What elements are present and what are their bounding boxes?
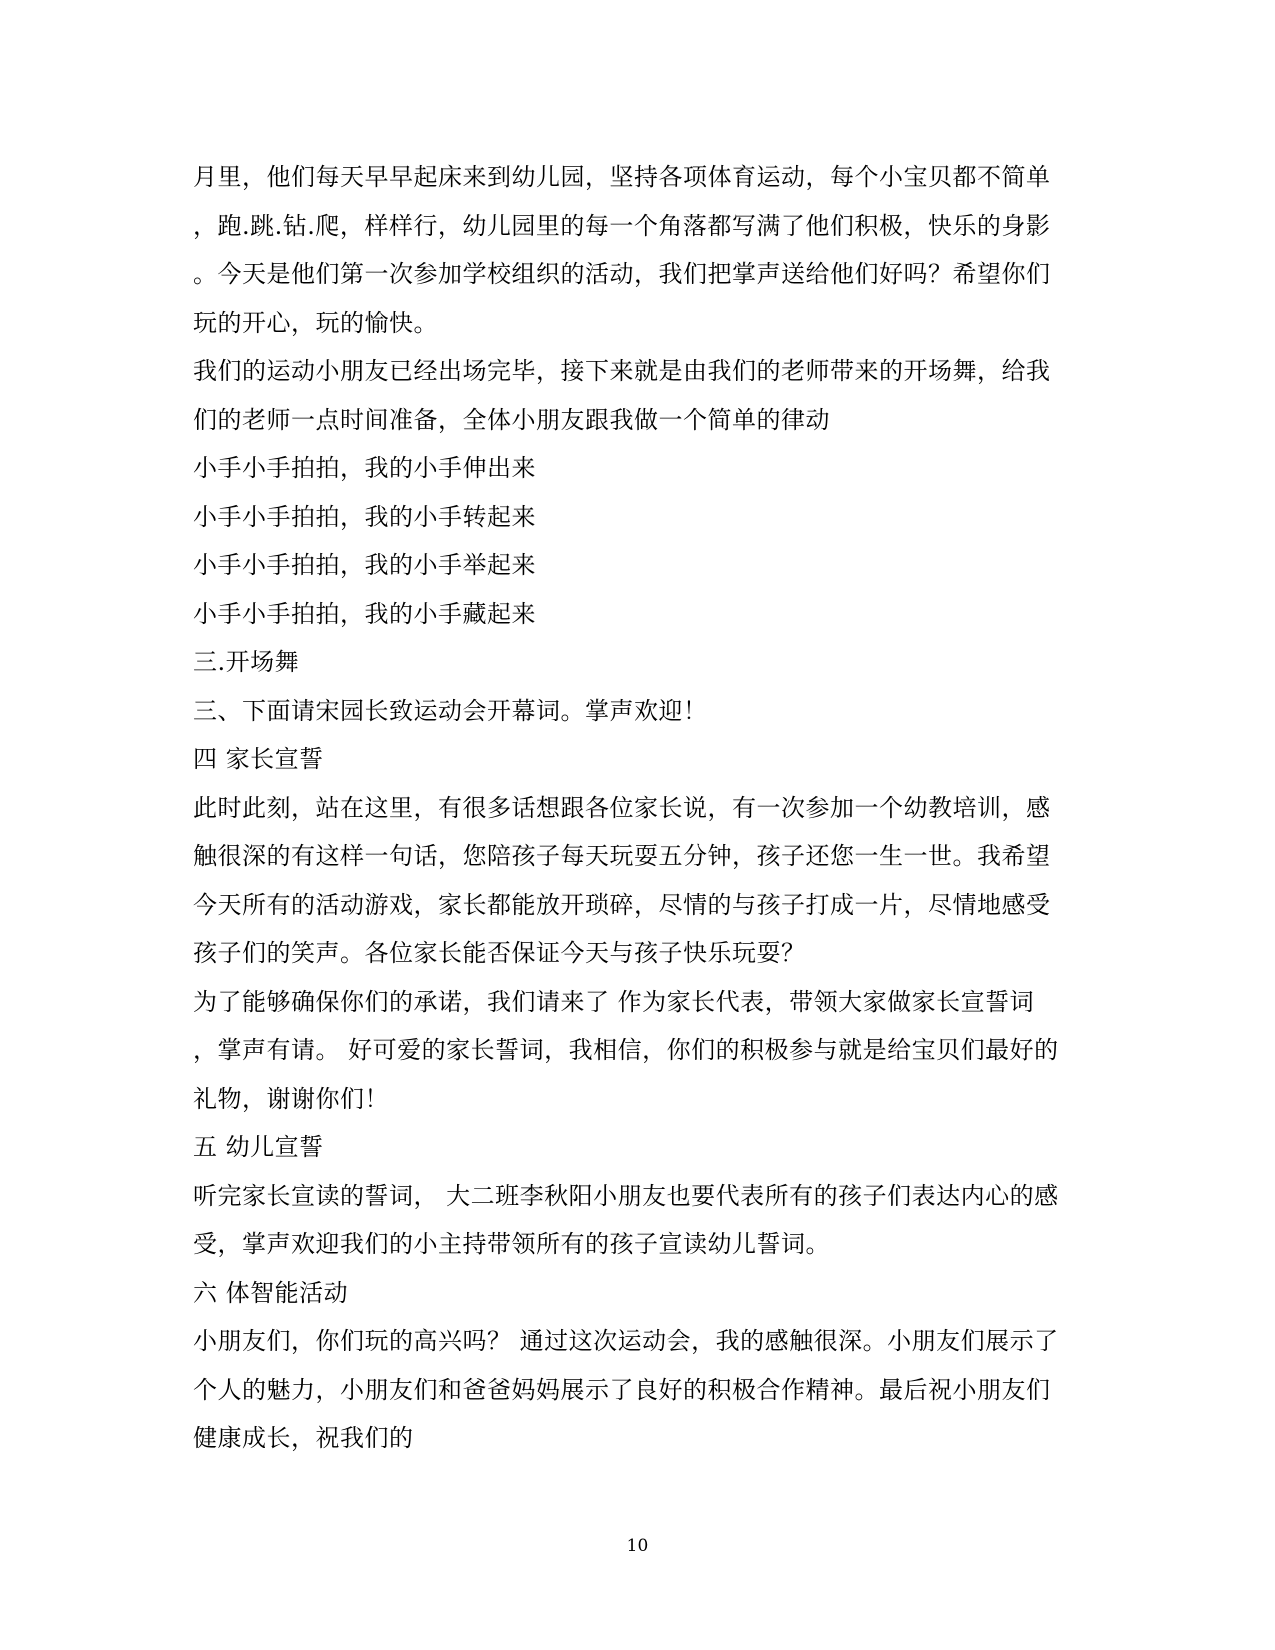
text-line: 个人的魅力，小朋友们和爸爸妈妈展示了良好的积极合作精神。最后祝小朋友们 bbox=[193, 1375, 1051, 1404]
text-line: 小手小手拍拍，我的小手藏起来 bbox=[193, 599, 536, 628]
text-line: 触很深的有这样一句话，您陪孩子每天玩耍五分钟，孩子还您一生一世。我希望 bbox=[193, 842, 1051, 870]
text-line: 孩子们的笑声。各位家长能否保证今天与孩子快乐玩耍？ bbox=[193, 939, 806, 967]
text-line: 玩的开心，玩的愉快。 bbox=[193, 308, 438, 337]
text-line: 小手小手拍拍，我的小手举起来 bbox=[193, 551, 536, 579]
text-line: 三、下面请宋园长致运动会开幕词。掌声欢迎！ bbox=[193, 696, 708, 725]
text-line: 为了能够确保你们的承诺，我们请来了 作为家长代表，带领大家做家长宣誓词 bbox=[193, 987, 1035, 1016]
section-heading: 三.开场舞 bbox=[193, 648, 300, 676]
text-line: 礼物，谢谢你们！ bbox=[193, 1084, 389, 1113]
text-line: 。今天是他们第一次参加学校组织的活动，我们把掌声送给他们好吗？希望你们 bbox=[193, 260, 1051, 288]
text-line: 健康成长，祝我们的 bbox=[193, 1424, 414, 1452]
text-line: 小手小手拍拍，我的小手转起来 bbox=[193, 502, 536, 531]
section-heading: 四 家长宣誓 bbox=[193, 745, 324, 773]
text-line: ，跑.跳.钻.爬，样样行，幼儿园里的每一个角落都写满了他们积极，快乐的身影 bbox=[193, 211, 1051, 240]
text-line: 听完家长宣读的誓词， 大二班李秋阳小朋友也要代表所有的孩子们表达内心的感 bbox=[193, 1181, 1059, 1210]
page-number: 10 bbox=[626, 1536, 649, 1556]
text-line: ，掌声有请。 好可爱的家长誓词，我相信，你们的积极参与就是给宝贝们最好的 bbox=[193, 1036, 1059, 1064]
section-heading: 六 体智能活动 bbox=[193, 1278, 349, 1307]
text-line: 小手小手拍拍，我的小手伸出来 bbox=[193, 454, 536, 482]
text-line: 此时此刻，站在这里，有很多话想跟各位家长说，有一次参加一个幼教培训，感 bbox=[193, 793, 1051, 822]
section-heading: 五 幼儿宣誓 bbox=[193, 1133, 324, 1161]
text-line: 们的老师一点时间准备，全体小朋友跟我做一个简单的律动 bbox=[193, 405, 830, 434]
text-line: 我们的运动小朋友已经出场完毕，接下来就是由我们的老师带来的开场舞，给我 bbox=[193, 357, 1051, 385]
text-line: 受，掌声欢迎我们的小主持带领所有的孩子宣读幼儿誓词。 bbox=[193, 1230, 830, 1258]
text-line: 今天所有的活动游戏，家长都能放开琐碎，尽情的与孩子打成一片，尽情地感受 bbox=[193, 890, 1051, 919]
document-body bbox=[193, 153, 1093, 1463]
text-line: 月里，他们每天早早起床来到幼儿园，坚持各项体育运动，每个小宝贝都不简单 bbox=[193, 163, 1051, 191]
text-line: 小朋友们，你们玩的高兴吗？ 通过这次运动会，我的感触很深。小朋友们展示了 bbox=[193, 1327, 1059, 1355]
